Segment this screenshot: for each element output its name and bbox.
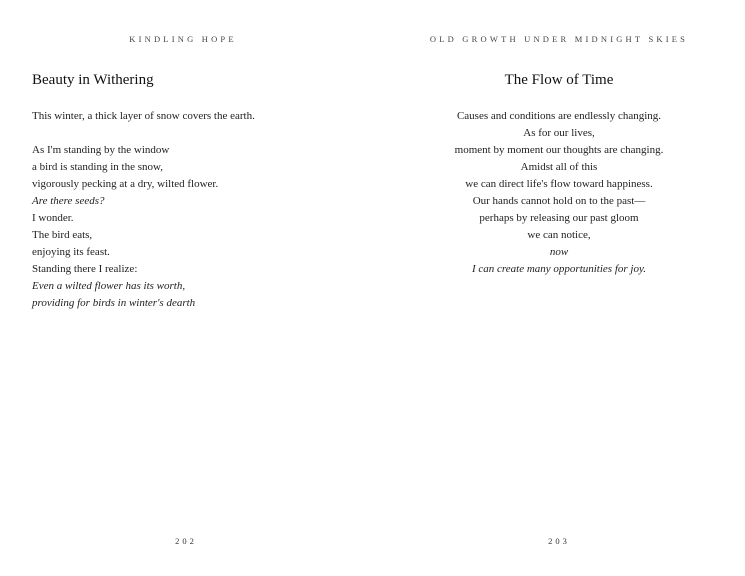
- poem-line: Causes and conditions are endlessly changing.: [456, 110, 662, 122]
- right-page: [373, 0, 745, 576]
- poem-line: This winter, a thick layer of snow covers the earth.: [32, 110, 255, 122]
- poem-title-right: The Flow of Time: [504, 72, 614, 88]
- poem-line: I can create many opportunities for joy.: [471, 263, 647, 275]
- poem-line: The bird eats,: [32, 229, 93, 241]
- poem-line: [32, 125, 255, 142]
- poem-line: providing for birds in winter's dearth: [32, 297, 196, 309]
- running-head-left: KINDLING HOPE: [129, 34, 237, 44]
- poem-line: moment by moment our thoughts are changing.: [454, 144, 664, 156]
- poem-line: now: [549, 246, 569, 258]
- poem-line: As for our lives,: [523, 127, 595, 139]
- poem-line: As I'm standing by the window: [32, 144, 170, 156]
- poem-line: I wonder.: [32, 212, 74, 224]
- left-page: [0, 0, 372, 576]
- poem-body-left: [32, 108, 255, 312]
- page-number-right: 203: [548, 536, 570, 546]
- poem-body-right: [373, 108, 745, 278]
- running-head-right: OLD GROWTH UNDER MIDNIGHT SKIES: [429, 34, 689, 44]
- poem-line: a bird is standing in the snow,: [32, 161, 163, 173]
- poem-line: we can direct life's flow toward happiness.: [465, 178, 653, 190]
- poem-line: Our hands cannot hold on to the past—: [472, 195, 646, 207]
- poem-line: Standing there I realize:: [32, 263, 138, 275]
- poem-line: we can notice,: [527, 229, 591, 241]
- poem-line: Even a wilted flower has its worth,: [32, 280, 186, 292]
- poem-line: Amidst all of this: [520, 161, 598, 173]
- poem-line: vigorously pecking at a dry, wilted flower.: [32, 178, 219, 190]
- poem-line: Are there seeds?: [32, 195, 105, 207]
- poem-line: perhaps by releasing our past gloom: [479, 212, 639, 224]
- poem-title-left: Beauty in Withering: [32, 72, 154, 88]
- page-number-left: 202: [175, 536, 197, 546]
- poem-line: enjoying its feast.: [32, 246, 110, 258]
